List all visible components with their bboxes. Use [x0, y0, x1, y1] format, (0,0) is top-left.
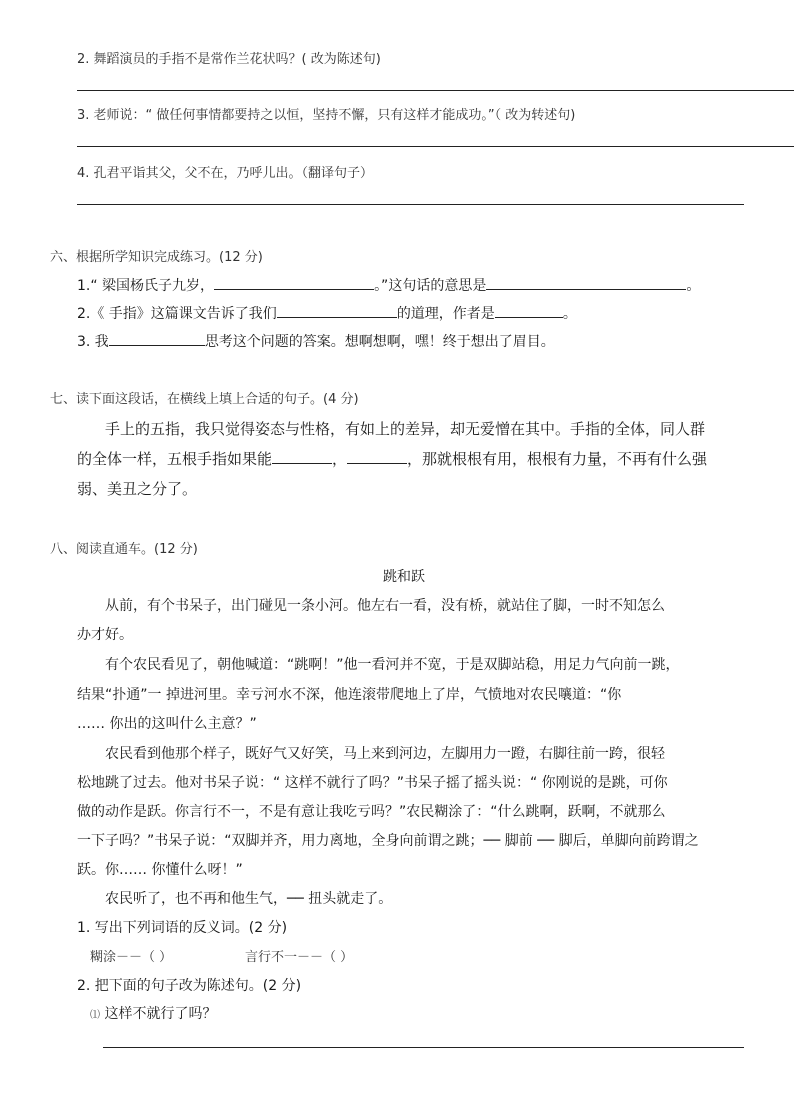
story-title: 跳和跃: [383, 569, 425, 585]
story-line: 办才好。: [77, 627, 133, 643]
s7-paragraph-line: 的全体一样，五根手指如果能 ， ，那就根根有用，根根有力量，不再有什么强: [77, 450, 708, 468]
s7-paragraph-line: 弱、美丑之分了。: [77, 480, 198, 498]
story-line: 松地跳了过去。他对书呆子说：“ 这样不就行了吗？”书呆子摇了摇头说：“ 你刚说的是跳，可你: [77, 775, 668, 791]
s8-subquestion-1: ⑴ 这样不就行了吗？: [90, 1006, 217, 1022]
s6-question-3: 3. 我 思考这个问题的答案。想啊想啊，嘿！终于想出了眉目。: [77, 331, 555, 351]
circled-number-1: ⑴: [90, 1010, 100, 1021]
answer-line[interactable]: [77, 90, 794, 91]
antonym-item[interactable]: 言行不一－－（ ）: [245, 950, 354, 965]
story-line: 一下子吗？”书呆子说：“双脚并齐，用力离地，全身向前谓之跳；── 脚前 ── 脚后，单脚向前跨谓之: [77, 833, 699, 849]
blank[interactable]: [495, 303, 563, 318]
section-8-title: 八、阅读直通车。(12 分): [50, 542, 198, 557]
q5-item4: 4. 孔君平诣其父，父不在，乃呼儿出。（翻译句子）: [77, 166, 374, 181]
blank[interactable]: [347, 449, 407, 464]
story-line: 从前，有个书呆子，出门碰见一条小河。他左右一看，没有桥，就站住了脚，一时不知怎么: [105, 598, 665, 614]
section-7-title: 七、读下面这段话，在横线上填上合适的句子。(4 分): [50, 392, 359, 407]
answer-line[interactable]: [103, 1047, 744, 1048]
s8-question-1: 1. 写出下列词语的反义词。(2 分): [77, 920, 288, 936]
s8-question-2: 2. 把下面的句子改为陈述句。(2 分): [77, 978, 302, 994]
blank[interactable]: [109, 331, 205, 346]
story-line: 结果“扑通”一 掉进河里。幸亏河水不深，他连滚带爬地上了岸，气愤地对农民嚷道：“你: [77, 687, 622, 703]
blank[interactable]: [214, 275, 374, 290]
antonym-item[interactable]: 糊涂－－（ ）: [90, 950, 173, 965]
blank[interactable]: [272, 449, 332, 464]
answer-line[interactable]: [77, 204, 744, 205]
q5-item3: 3. 老师说：“ 做任何事情都要持之以恒，坚持不懈，只有这样才能成功。”（ 改为转述句): [77, 108, 576, 123]
story-line: 有个农民看见了，朝他喊道：“跳啊！”他一看河并不宽，于是双脚站稳，用足力气向前一跳，: [105, 657, 680, 673]
s7-paragraph-line: 手上的五指，我只觉得姿态与性格，有如上的差异，却无爱憎在其中。手指的全体，同人群: [105, 420, 706, 438]
s6-question-1: 1.“ 梁国杨氏子九岁， 。”这句话的意思是 。: [77, 275, 700, 295]
story-line: 做的动作是跃。你言行不一，不是有意让我吃亏吗？”农民糊涂了：“什么跳啊，跃啊，不就那么: [77, 804, 666, 820]
blank[interactable]: [277, 303, 397, 318]
s6-question-2: 2.《 手指》这篇课文告诉了我们 的道理，作者是 。: [77, 303, 577, 323]
section-6-title: 六、根据所学知识完成练习。(12 分): [50, 250, 263, 265]
story-line: 农民看到他那个样子，既好气又好笑，马上来到河边，左脚用力一蹬，右脚往前一跨，很轻: [105, 746, 665, 762]
blank[interactable]: [486, 275, 686, 290]
story-line: 跃。你…… 你懂什么呀！”: [77, 862, 243, 878]
answer-line[interactable]: [77, 146, 794, 147]
story-line: 农民听了，也不再和他生气，── 扭头就走了。: [105, 891, 393, 907]
story-line: …… 你出的这叫什么主意？”: [77, 716, 257, 732]
q5-item2: 2. 舞蹈演员的手指不是常作兰花状吗？( 改为陈述句): [77, 52, 381, 67]
